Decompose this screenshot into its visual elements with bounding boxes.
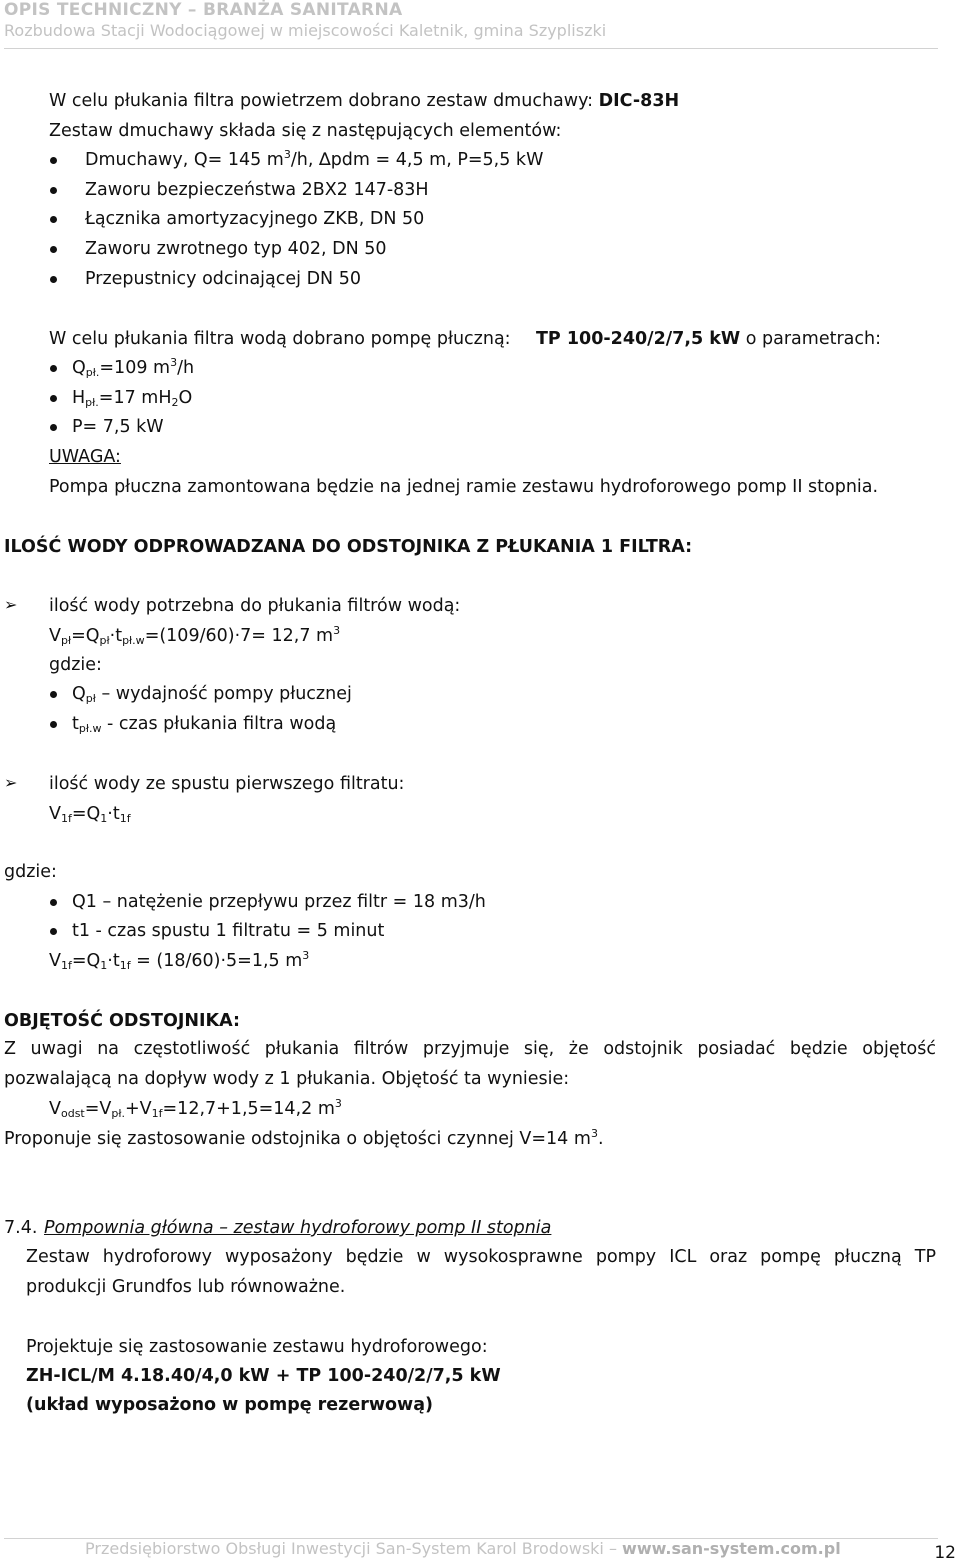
drain-heading: ILOŚĆ WODY ODPROWADZANA DO ODSTOJNIKA Z PŁUKANIA 1 FILTRA: xyxy=(4,537,693,557)
design-label: Projektuje się zastosowanie zestawu hydroforowego: xyxy=(26,1337,488,1357)
def1-text: – wydajność pompy płucznej xyxy=(95,684,352,704)
bullet-icon xyxy=(50,424,57,431)
hydrophore-note: (układ wyposażono w pompę rezerwową) xyxy=(26,1395,434,1415)
note-text: Pompa płuczna zamontowana będzie na jednej ramie zestawu hydroforowego pomp II stopnia. xyxy=(49,477,879,497)
section-title: Pompownia główna – zestaw hydroforowy pomp II stopnia xyxy=(44,1218,552,1238)
blower-item-1-sup: 3 xyxy=(283,148,291,161)
formula-vodst xyxy=(49,1098,342,1120)
document-title: OPIS TECHNICZNY – BRANŻA SANITARNA xyxy=(4,0,403,20)
pump-intro-text: W celu płukania filtra wodą dobrano pompę płuczną: xyxy=(49,329,511,349)
bullet-icon xyxy=(50,899,57,906)
tank-proposal xyxy=(4,1128,604,1150)
bullet-icon xyxy=(50,216,57,223)
section-paragraph: Zestaw hydroforowy wyposażony będzie w wysokosprawne pompy ICL oraz pompę płuczną TP produkcji Grundfos lub równoważne. xyxy=(26,1247,936,1297)
f1-sub2: pł xyxy=(99,634,110,647)
tf-sub3: 1f xyxy=(151,1107,163,1120)
f1-sup: 3 xyxy=(333,624,341,637)
f2-b: =Q xyxy=(71,804,101,824)
pump-q xyxy=(72,357,194,379)
tf-sub2: pł. xyxy=(111,1107,125,1120)
blower-item-3: Łącznika amortyzacyjnego ZKB, DN 50 xyxy=(85,209,425,229)
f2-a: V xyxy=(49,804,61,824)
proposal-sup: 3 xyxy=(590,1127,598,1140)
document-subtitle: Rozbudowa Stacji Wodociągowej w miejscowości Kaletnik, gmina Szypliszki xyxy=(4,21,607,40)
pump-p: P= 7,5 kW xyxy=(72,417,164,437)
pump-q-unit: /h xyxy=(177,358,195,378)
tank-heading: OBJĘTOŚĆ ODSTOJNIKA: xyxy=(4,1011,240,1031)
pump-model-line xyxy=(536,328,881,350)
f3-b: =Q xyxy=(71,951,101,971)
tf-sub1: odst xyxy=(60,1107,85,1120)
f1-c: ·t xyxy=(109,626,123,646)
blowers-composition: Zestaw dmuchawy składa się z następujących elementów: xyxy=(49,121,562,141)
q1-def: Q1 – natężenie przepływu przez filtr = 18 m3/h xyxy=(72,892,486,912)
def2-sym: t xyxy=(72,714,79,734)
t1-def: t1 - czas spustu 1 filtratu = 5 minut xyxy=(72,921,385,941)
blowers-model: DIC-83H xyxy=(598,91,680,111)
arrow-bullet-icon: ➢ xyxy=(4,773,18,792)
f2-c: ·t xyxy=(107,804,120,824)
blower-item-1-a: Dmuchawy, Q= 145 m xyxy=(85,150,284,170)
where-label: gdzie: xyxy=(49,655,102,675)
pump-h xyxy=(72,387,192,409)
proposal-a: Proponuje się zastosowanie odstojnika o objętości czynnej V=14 m xyxy=(4,1129,591,1149)
def-tplw xyxy=(72,713,336,735)
delta-symbol: ∆ xyxy=(318,150,331,170)
formula-v1f-result xyxy=(49,950,309,972)
def1-sub: pł xyxy=(85,692,96,705)
f1-sub3: pł.w xyxy=(122,634,145,647)
bullet-icon xyxy=(50,365,57,372)
bullet-icon xyxy=(50,691,57,698)
pump-h-sub: pł. xyxy=(85,396,99,409)
f3-sub1: 1f xyxy=(60,959,72,972)
bullet-icon xyxy=(50,276,57,283)
blowers-intro-text: W celu płukania filtra powietrzem dobrano zestaw dmuchawy: xyxy=(49,91,594,111)
f3-d: = (18/60)·5=1,5 m xyxy=(130,951,303,971)
first-filtrate-label: ilość wody ze spustu pierwszego filtratu: xyxy=(49,774,405,794)
footer-website-link[interactable]: www.san-system.com.pl xyxy=(622,1539,841,1558)
blower-item-1-c: pdm = 4,5 m, P=5,5 kW xyxy=(330,150,544,170)
water-label: ilość wody potrzebna do płukania filtrów wodą: xyxy=(49,596,461,616)
def-qpl xyxy=(72,683,352,705)
bullet-icon xyxy=(50,721,57,728)
f3-sub3: 1f xyxy=(119,959,131,972)
blower-item-1-b: /h, xyxy=(290,150,319,170)
pump-intro xyxy=(49,328,511,350)
blower-item-5: Przepustnicy odcinającej DN 50 xyxy=(85,269,361,289)
pump-model: TP 100-240/2/7,5 kW xyxy=(536,329,741,349)
pump-q-val: =109 m xyxy=(99,358,171,378)
tf-d: =12,7+1,5=14,2 m xyxy=(162,1099,335,1119)
footer-company: Przedsiębiorstwo Obsługi Inwestycji San-System Karol Brodowski – xyxy=(85,1539,623,1558)
bullet-icon xyxy=(50,395,57,402)
note-label: UWAGA: xyxy=(49,447,121,467)
pump-q-sym: Q xyxy=(72,358,86,378)
arrow-bullet-icon: ➢ xyxy=(4,595,18,614)
pump-params-label: o parametrach: xyxy=(740,329,881,349)
f3-c: ·t xyxy=(107,951,120,971)
f3-sub2: 1 xyxy=(100,959,108,972)
bullet-icon xyxy=(50,246,57,253)
pump-h-sym: H xyxy=(72,388,86,408)
bullet-icon xyxy=(50,157,57,164)
pump-h-sub2: 2 xyxy=(171,396,179,409)
f3-a: V xyxy=(49,951,61,971)
formula-v1f xyxy=(49,803,131,825)
f1-a: V xyxy=(49,626,61,646)
f2-sub3: 1f xyxy=(119,812,131,825)
proposal-b: . xyxy=(597,1129,604,1149)
def1-sym: Q xyxy=(72,684,86,704)
f1-b: =Q xyxy=(71,626,100,646)
tf-a: V xyxy=(49,1099,61,1119)
tank-paragraph: Z uwagi na częstotliwość płukania filtrów przyjmuje się, że odstojnik posiadać będzie objętość pozwalającą na dopływ wody z 1 płukania. Objętość ta wyniesie: xyxy=(4,1039,936,1089)
hydrophore-model: ZH-ICL/M 4.18.40/4,0 kW + TP 100-240/2/7,5 kW xyxy=(26,1366,501,1386)
f2-sub1: 1f xyxy=(60,812,72,825)
header-divider xyxy=(4,48,938,49)
section-number: 7.4. xyxy=(4,1218,38,1238)
tf-sup: 3 xyxy=(334,1097,342,1110)
formula-vpl xyxy=(49,625,340,647)
pump-q-sub: pł. xyxy=(85,366,100,379)
f1-sub1: pł xyxy=(60,634,72,647)
f3-sup: 3 xyxy=(302,949,310,962)
blower-item-2: Zaworu bezpieczeństwa 2BX2 147-83H xyxy=(85,180,429,200)
def2-text: - czas płukania filtra wodą xyxy=(101,714,337,734)
tf-b: =V xyxy=(84,1099,112,1119)
bullet-icon xyxy=(50,187,57,194)
blowers-intro xyxy=(49,90,679,112)
where-label-2: gdzie: xyxy=(4,862,57,882)
tf-c: +V xyxy=(125,1099,152,1119)
pump-h-unit: O xyxy=(178,388,193,408)
pump-q-sup: 3 xyxy=(170,356,178,369)
page-number: 12 xyxy=(934,1543,956,1563)
f2-sub2: 1 xyxy=(100,812,108,825)
blower-item-1 xyxy=(85,149,543,171)
f1-d: =(109/60)·7= 12,7 m xyxy=(144,626,334,646)
pump-h-val: =17 mH xyxy=(98,388,172,408)
blower-item-4: Zaworu zwrotnego typ 402, DN 50 xyxy=(85,239,387,259)
def2-sub: pł.w xyxy=(78,722,102,735)
bullet-icon xyxy=(50,928,57,935)
footer xyxy=(85,1539,841,1558)
